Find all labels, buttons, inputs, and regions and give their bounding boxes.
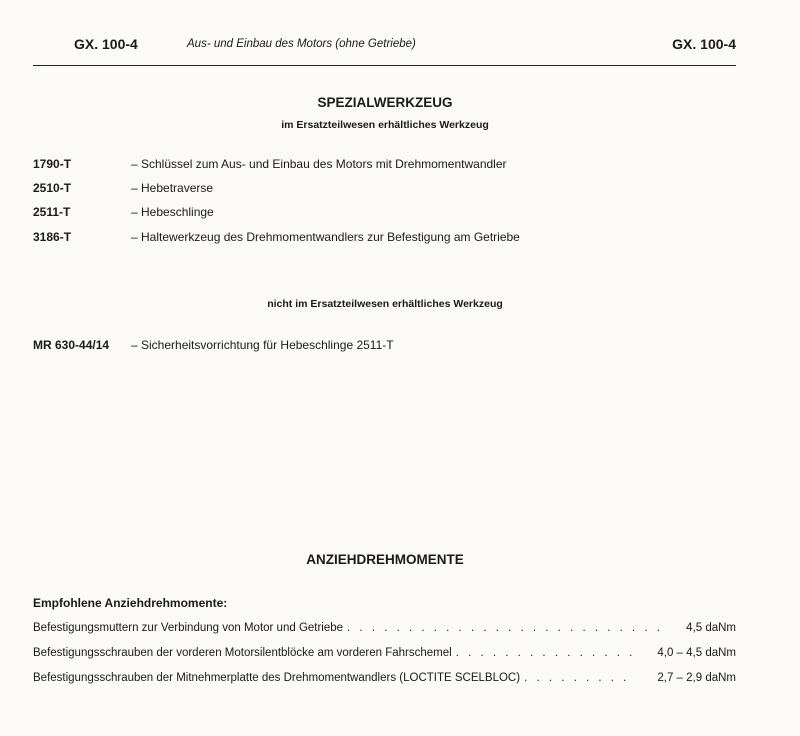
torque-value: 4,0 – 4,5 daNm <box>657 647 736 659</box>
tool-code: 2511-T <box>33 205 71 219</box>
header-code-right: GX. 100-4 <box>672 36 736 52</box>
tool-description: – Sicherheitsvorrichtung für Hebeschlinge 2511-T <box>131 338 394 352</box>
header-rule <box>33 65 736 66</box>
torque-value: 4,5 daNm <box>686 622 736 634</box>
tool-description: – Hebetraverse <box>131 181 214 195</box>
dot-leader <box>456 647 636 659</box>
unavailable-tools-subtitle: nicht im Ersatzteilwesen erhältliches Werkzeug <box>267 298 503 310</box>
dot-leader <box>524 672 635 684</box>
tool-description: – Hebeschlinge <box>131 205 214 219</box>
available-tools-subtitle: im Ersatzteilwesen erhältliches Werkzeug <box>281 119 489 131</box>
tool-code: 1790-T <box>33 157 72 171</box>
torque-label: Befestigungsschrauben der vorderen Motorsilentblöcke am vorderen Fahrschemel <box>33 647 452 659</box>
tool-description: – Haltewerkzeug des Drehmomentwandlers zur Befestigung am Getriebe <box>131 230 520 244</box>
header-title: Aus- und Einbau des Motors (ohne Getriebe) <box>187 38 416 50</box>
tool-code: 2510-T <box>33 181 72 195</box>
tool-description: – Schlüssel zum Aus- und Einbau des Motors mit Drehmomentwandler <box>131 157 507 171</box>
torque-subtitle: Empfohlene Anziehdrehmomente: <box>33 596 228 610</box>
torque-row <box>33 672 736 688</box>
anziehdrehmomente-title: ANZIEHDREHMOMENTE <box>306 552 464 567</box>
torque-value: 2,7 – 2,9 daNm <box>657 672 736 684</box>
tool-code: MR 630-44/14 <box>33 338 110 352</box>
torque-label: Befestigungsmuttern zur Verbindung von Motor und Getriebe <box>33 622 344 634</box>
torque-row <box>33 622 736 638</box>
header-code-left: GX. 100-4 <box>74 36 138 52</box>
dot-leader <box>347 622 664 634</box>
torque-row <box>33 647 736 663</box>
tool-code: 3186-T <box>33 230 72 244</box>
spezialwerkzeug-title: SPEZIALWERKZEUG <box>317 95 453 110</box>
torque-label: Befestigungsschrauben der Mitnehmerplatte des Drehmomentwandlers (LOCTITE SCELBLOC) <box>33 672 521 684</box>
